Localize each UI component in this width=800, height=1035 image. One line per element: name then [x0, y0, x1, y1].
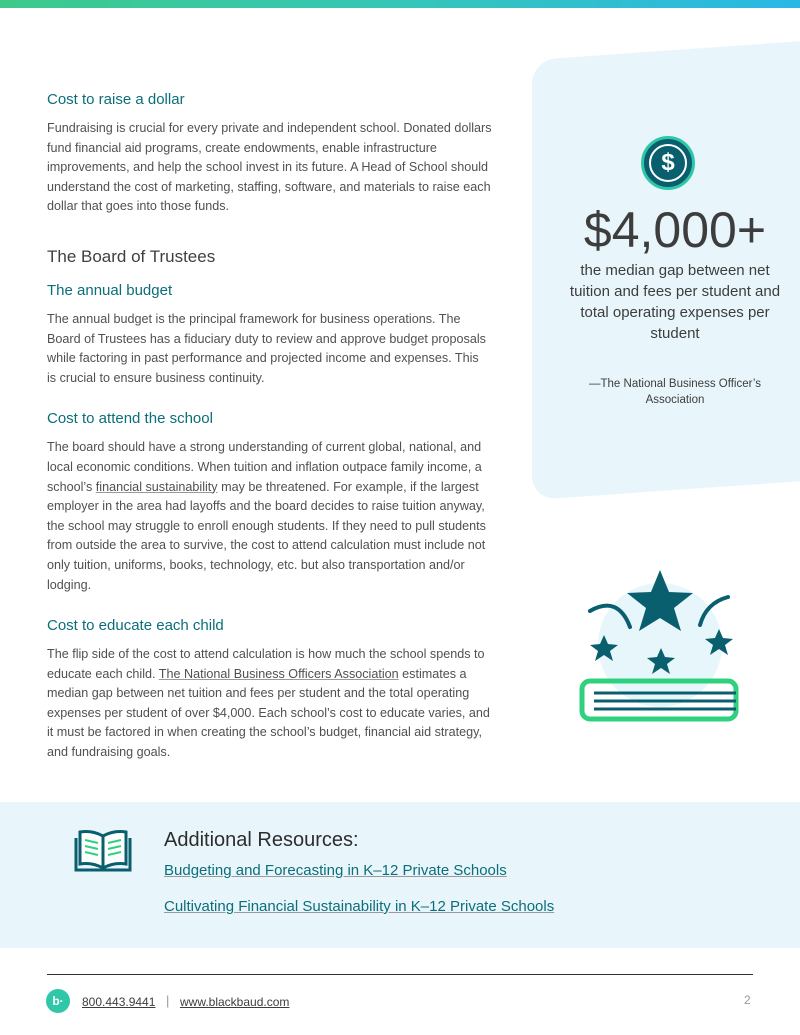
footer-phone[interactable]: 800.443.9441 — [82, 995, 156, 1009]
budget-paragraph: The annual budget is the principal framework for business operations. The Board of Trustees has a fiduciary duty to review and approve budget proposals while factoring in past performance and projected income and expenses. This is crucial to ensure business continuity. — [47, 311, 486, 385]
blackbaud-logo: b· — [46, 989, 70, 1013]
financial-sustainability-link[interactable]: financial sustainability — [95, 479, 218, 494]
footer-website-link[interactable]: www.blackbaud.com — [180, 995, 290, 1009]
stat-value: $4,000+ — [583, 202, 767, 258]
nbo-association-link[interactable]: The National Business Officers Association — [158, 666, 399, 681]
dollar-icon — [641, 136, 695, 190]
fundraising-heading: Cost to raise a dollar — [47, 91, 185, 108]
resource-link-sustainability[interactable] — [164, 897, 554, 917]
stars-book-illustration — [578, 565, 742, 725]
attend-text-1: The board should have a strong understanding of current global, national, and local economic conditions. When tuition and inflation outpace family income, a school’s — [47, 440, 482, 494]
footer-separator: | — [166, 993, 170, 1008]
main-content — [47, 90, 507, 763]
fundraising-paragraph: Fundraising is crucial for every private and independent school. Donated dollars fund financial aid programs, create endowments, enable infrastructure improvements, and help the school invest in its future. A Head of School should understand the cost of marketing, staffing, software, and materials to raise each dollar that goes into those funds. — [47, 121, 492, 214]
page-number: 2 — [744, 993, 751, 1007]
stat-description: the median gap between net tuition and fees per student and total operating expenses per student — [569, 262, 781, 342]
top-gradient-bar — [0, 0, 800, 8]
dollar-symbol: $ — [649, 144, 687, 182]
attend-paragraph — [47, 438, 503, 595]
resource-link-sustainability-text[interactable]: Cultivating Financial Sustainability in K–12 Private Schools — [164, 898, 555, 915]
attend-heading: Cost to attend the school — [47, 410, 213, 428]
educate-text-2: estimates a median gap between net tuition and fees per student and the total operating expenses per student of over $4,000. Each school’s cost to educate varies, and it must be factored in when creating the school’s budget, financial aid strategy, and fundraising goals. — [47, 666, 490, 760]
attend-text-2: may be threatened. For example, if the largest employer in the area had layoffs and the board decides to raise tuition anyway, the school may struggle to enroll enough students. If they need to pull students from outside the area to survive, the cost to attend calculation must include not only tuition, uniforms, books, technology, etc. but also transportation and/or lodging. — [47, 479, 486, 592]
educate-text-1: The flip side of the cost to attend calculation is how much the school spends to educate each child. — [47, 647, 485, 681]
resource-link-budgeting[interactable] — [164, 861, 507, 881]
educate-heading: Cost to educate each child — [47, 617, 224, 635]
resources-title: Additional Resources: — [164, 829, 359, 851]
footer-divider — [47, 974, 753, 975]
stat-citation: —The National Business Officer’s Association — [589, 378, 761, 406]
board-heading: The Board of Trustees — [47, 246, 216, 266]
open-book-icon — [74, 826, 132, 874]
educate-paragraph — [47, 645, 492, 763]
budget-heading: The annual budget — [47, 281, 173, 299]
resource-link-budgeting-text[interactable]: Budgeting and Forecasting in K–12 Private Schools — [164, 862, 507, 879]
